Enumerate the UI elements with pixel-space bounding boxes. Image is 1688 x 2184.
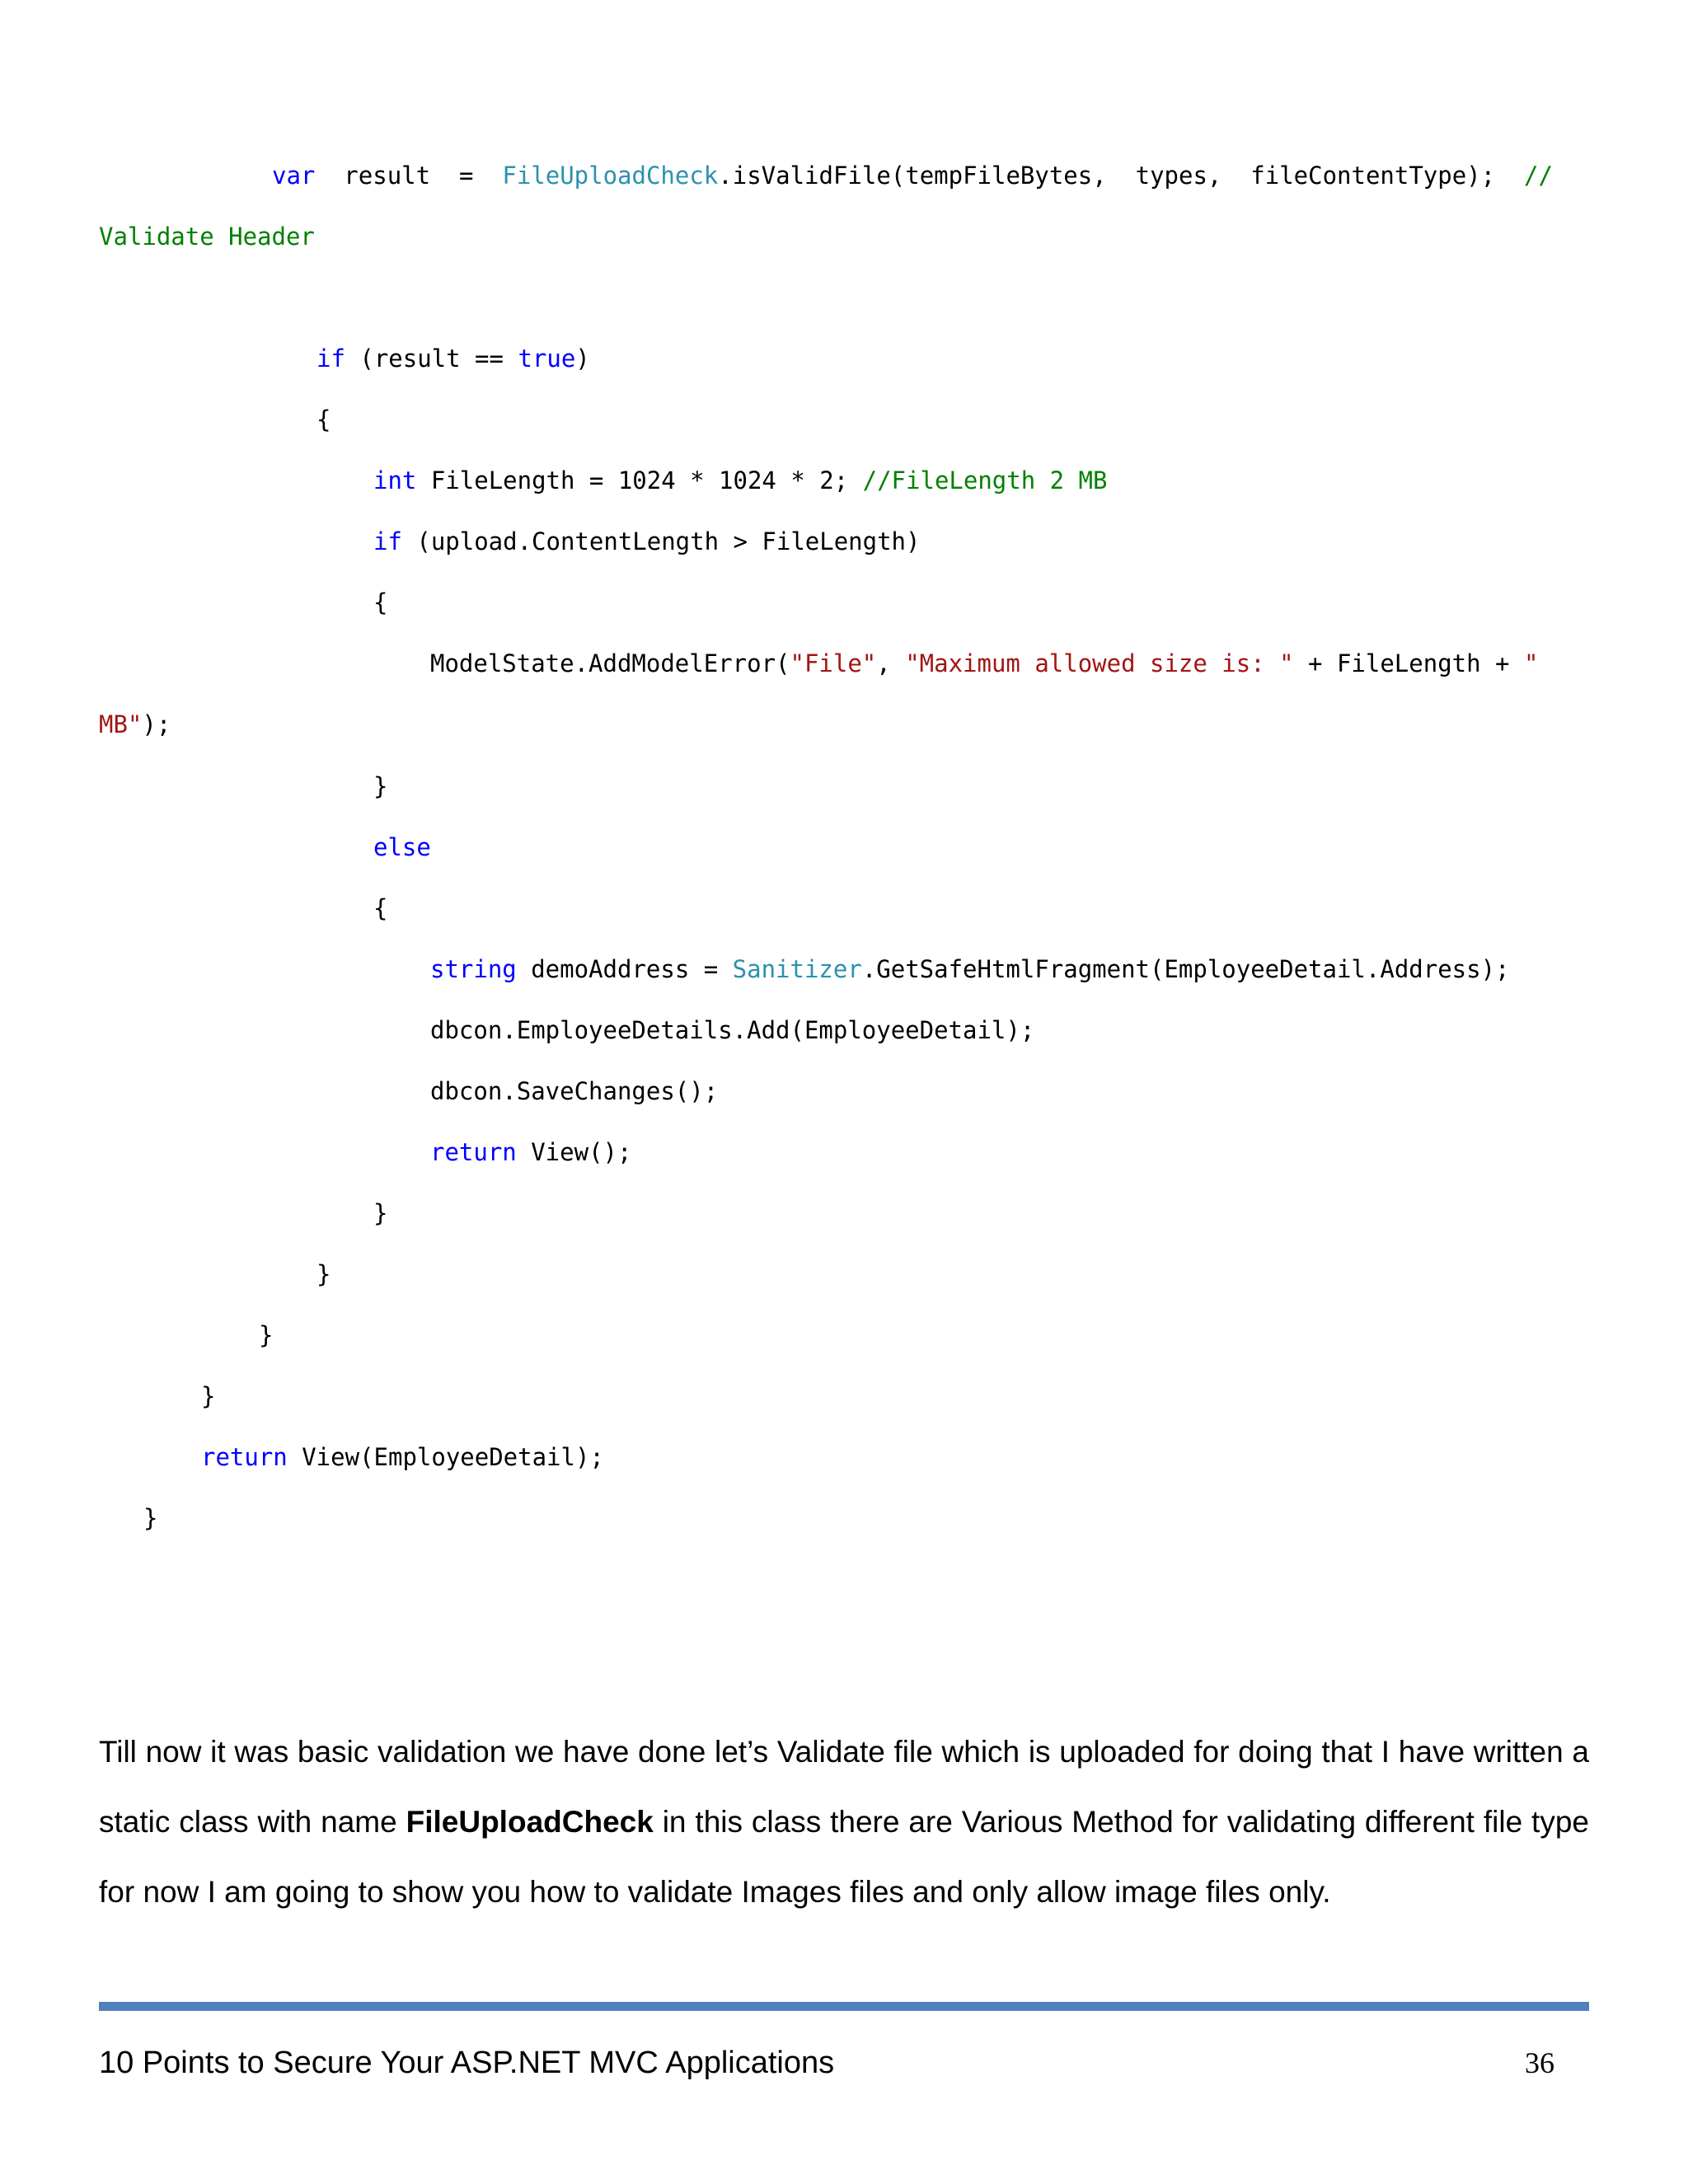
code-token: FileUploadCheck [502,162,719,190]
code-line [373,770,387,803]
code-token: (upload.ContentLength > FileLength) [401,527,921,555]
code-line [316,403,331,436]
code-line [373,525,920,558]
code-token: } [143,1504,158,1532]
code-line [430,1014,1034,1047]
code-token: View(EmployeeDetail); [287,1443,604,1471]
paragraph-text: Till now it was basic validation we have done let’s Validate file which is uploaded for doing that I have written a static class with name [99,1735,1589,1839]
code-token: true [518,344,576,373]
code-token: ModelState.AddModelError( [430,649,790,677]
code-token: return [430,1138,517,1166]
code-token: ); [142,710,171,738]
code-token: { [316,405,331,434]
code-line [201,1380,215,1413]
code-token: var [272,162,316,190]
code-line [99,220,315,253]
code-token: dbcon.SaveChanges(); [430,1077,719,1105]
code-line [259,1319,273,1352]
code-token: { [373,894,388,922]
page-number: 36 [1525,2046,1554,2079]
code-token: result = [315,162,503,190]
code-token: int [373,466,417,494]
code-line [373,586,387,619]
code-token: Sanitizer [732,955,862,983]
code-line [373,464,1107,497]
code-token: ) [575,344,590,373]
code-token: return [201,1443,288,1471]
code-token: } [201,1382,216,1410]
code-token: View(); [516,1138,632,1166]
code-token: } [316,1260,331,1288]
footer-title: 10 Points to Secure Your ASP.NET MVC Applications [99,2046,835,2080]
code-line [373,892,387,925]
code-token: (result == [345,344,518,373]
code-line [430,953,1510,986]
code-line [430,1075,718,1108]
code-token: } [259,1321,274,1349]
code-line [272,159,1553,192]
code-token: .GetSafeHtmlFragment(EmployeeDetail.Address); [861,955,1510,983]
code-token: "Maximum allowed size is: " [905,649,1294,677]
code-token: //FileLength 2 MB [862,466,1108,494]
code-token: Validate Header [99,223,315,251]
code-line [316,1258,331,1291]
code-line [143,1502,157,1535]
code-token: , [876,649,906,677]
code-token: if [373,527,402,555]
code-token: "File" [790,649,877,677]
code-line [201,1441,604,1474]
footer-rule [99,2002,1589,2011]
code-token: FileLength = 1024 * 1024 * 2; [416,466,863,494]
code-token: string [430,955,517,983]
code-token: .isValidFile(tempFileBytes, types, fileContentType); [718,162,1525,190]
code-token: if [316,344,345,373]
code-token: } [373,1199,388,1227]
code-line [373,831,431,864]
code-token: } [373,772,388,800]
code-line [430,647,1538,680]
code-token: else [373,833,431,861]
code-token: demoAddress = [516,955,733,983]
code-line [373,1197,387,1230]
code-token: MB" [99,710,143,738]
class-name-bold: FileUploadCheck [406,1805,654,1839]
paragraph-text: in this class there are Various Method for validating different file type for now I am going to show you how to validate Images files and only allow image files only. [99,1805,1589,1909]
code-token: + FileLength + [1293,649,1524,677]
code-token: // [1524,162,1553,190]
code-token: dbcon.EmployeeDetails.Add(EmployeeDetail); [430,1016,1035,1044]
code-token: " [1523,649,1539,677]
code-line [430,1136,631,1169]
body-paragraph [99,1717,1589,1927]
code-line [99,708,171,741]
code-line [316,342,590,375]
code-token: { [373,588,388,616]
